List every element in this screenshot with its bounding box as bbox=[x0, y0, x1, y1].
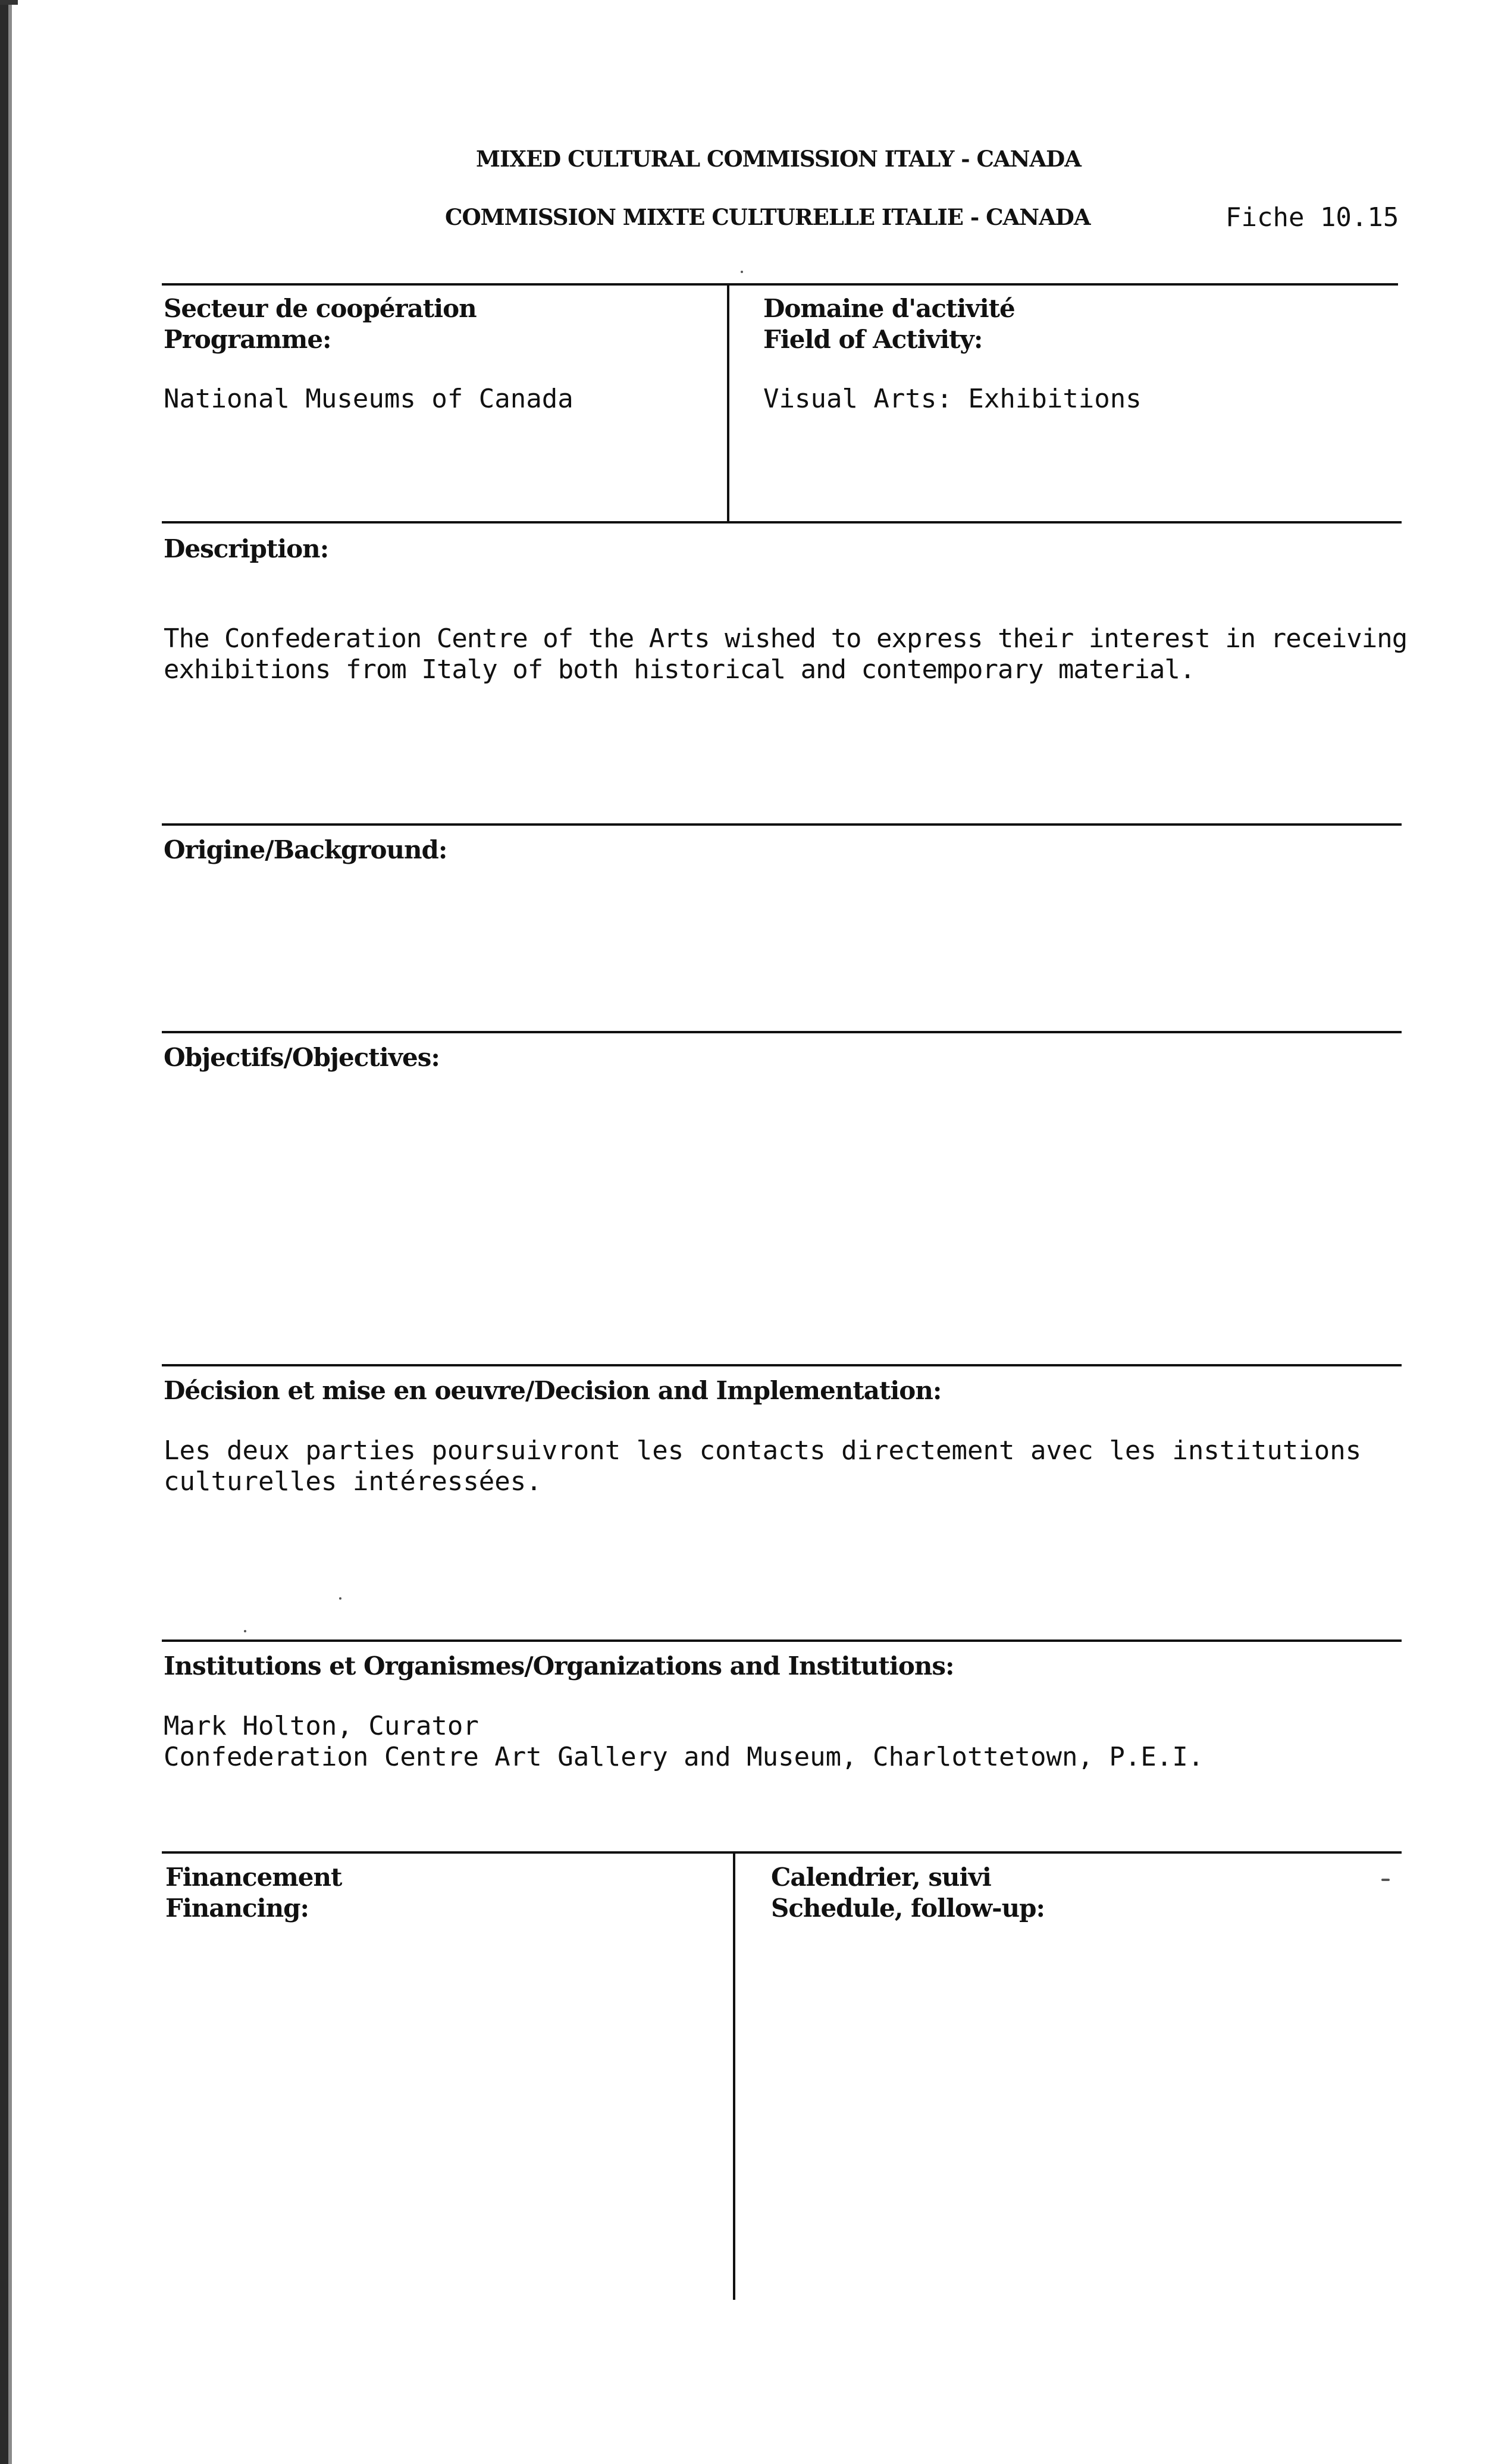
decision-label: Décision et mise en oeuvre/Decision and Implementation: bbox=[164, 1376, 942, 1405]
fiche-number: Fiche 10.15 bbox=[1226, 202, 1399, 233]
scan-speck bbox=[244, 1630, 246, 1632]
description-line-2: exhibitions from Italy of both historical and contemporary material. bbox=[164, 654, 1195, 685]
domain-label-en: Field of Activity: bbox=[763, 325, 983, 354]
scan-speck bbox=[741, 271, 743, 273]
divider-bottom-box bbox=[733, 1851, 735, 2300]
financing-label-fr: Financement bbox=[165, 1863, 342, 1892]
background-label: Origine/Background: bbox=[164, 835, 447, 864]
rule-bottom-box bbox=[162, 1851, 1402, 1854]
schedule-label-fr: Calendrier, suivi bbox=[771, 1863, 991, 1892]
scan-left-edge bbox=[0, 0, 8, 2464]
description-label: Description: bbox=[164, 534, 329, 563]
rule-after-decision bbox=[162, 1639, 1402, 1642]
rule-after-objectives bbox=[162, 1364, 1402, 1366]
rule-after-description bbox=[162, 823, 1402, 826]
sector-label-fr: Secteur de coopération bbox=[164, 294, 477, 323]
sector-label-en: Programme: bbox=[164, 325, 331, 354]
commission-title-en: MIXED CULTURAL COMMISSION ITALY - CANADA bbox=[476, 146, 1081, 172]
objectives-label: Objectifs/Objectives: bbox=[164, 1043, 440, 1072]
institutions-line-2: Confederation Centre Art Gallery and Museum, Charlottetown, P.E.I. bbox=[164, 1742, 1204, 1772]
decision-line-2: culturelles intéressées. bbox=[164, 1466, 542, 1497]
commission-title-fr: COMMISSION MIXTE CULTURELLE ITALIE - CANADA bbox=[445, 204, 1090, 230]
schedule-label-en: Schedule, follow-up: bbox=[771, 1894, 1045, 1923]
rule-after-top-box bbox=[162, 521, 1402, 523]
decision-line-1: Les deux parties poursuivront les contacts directement avec les institutions bbox=[164, 1435, 1362, 1466]
scan-speck bbox=[1381, 1879, 1390, 1881]
scan-speck bbox=[339, 1597, 341, 1600]
scan-corner-mark bbox=[0, 0, 18, 5]
divider-top-box bbox=[727, 283, 729, 523]
scan-left-shadow bbox=[8, 0, 12, 2464]
description-line-1: The Confederation Centre of the Arts wished to express their interest in receiving bbox=[164, 623, 1408, 654]
rule-top-box bbox=[162, 283, 1398, 286]
rule-after-background bbox=[162, 1031, 1402, 1033]
institutions-label: Institutions et Organismes/Organizations and Institutions: bbox=[164, 1651, 954, 1681]
financing-label-en: Financing: bbox=[165, 1894, 309, 1923]
domain-label-fr: Domaine d'activité bbox=[763, 294, 1015, 323]
sector-value: National Museums of Canada bbox=[164, 384, 573, 414]
domain-value: Visual Arts: Exhibitions bbox=[763, 384, 1142, 414]
institutions-line-1: Mark Holton, Curator bbox=[164, 1711, 479, 1741]
